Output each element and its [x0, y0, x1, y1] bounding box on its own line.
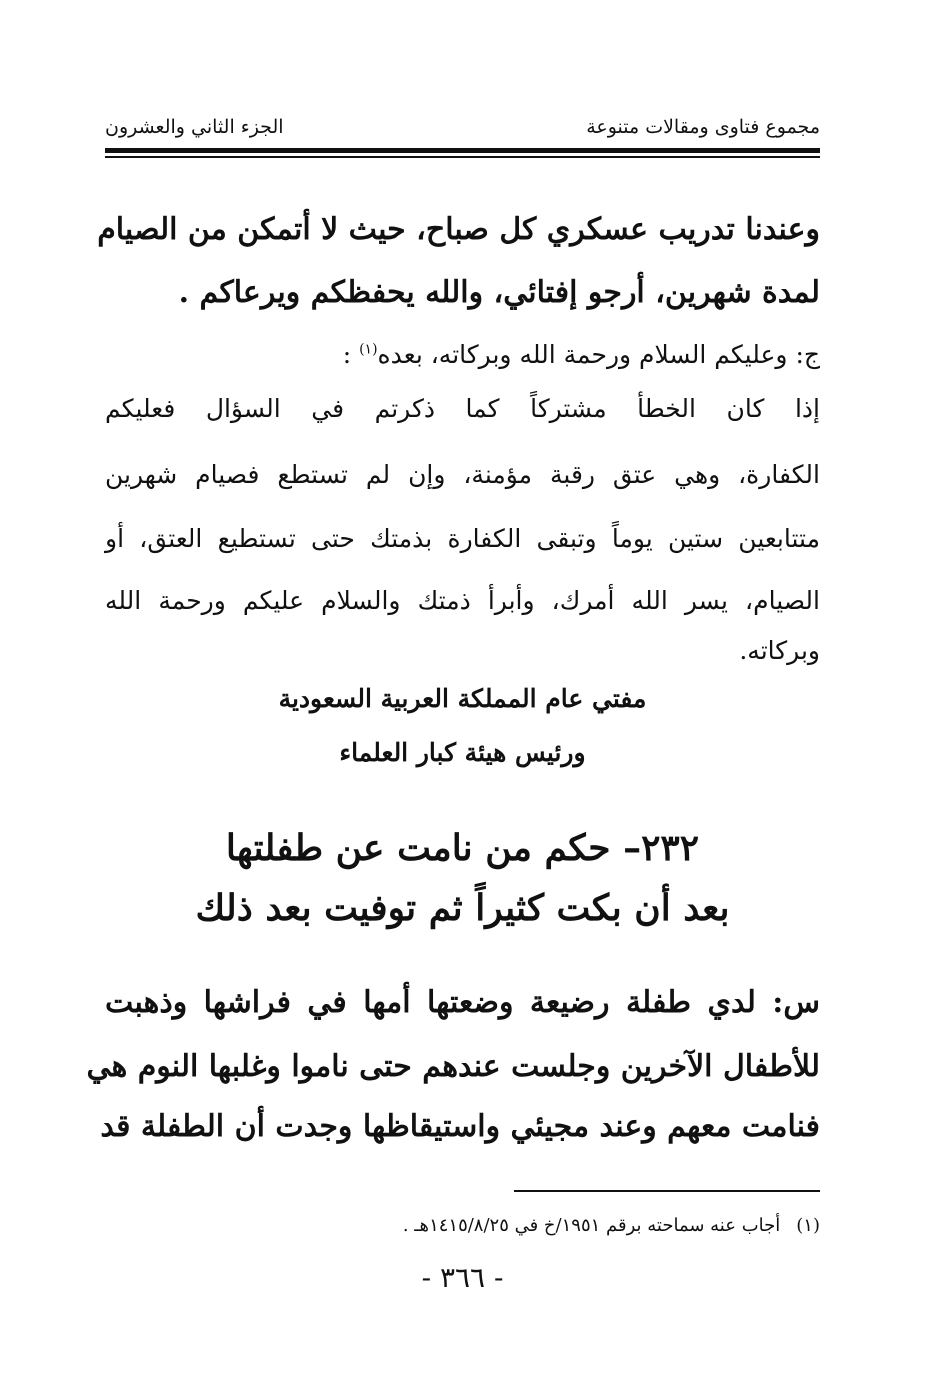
- signature-title: مفتي عام المملكة العربية السعودية: [278, 684, 647, 713]
- header-rule-thin: [105, 156, 820, 158]
- page-number: - ٣٦٦ -: [421, 1261, 504, 1294]
- footnote: [403, 1212, 820, 1240]
- answer-intro: [105, 330, 820, 380]
- signature-position: ورئيس هيئة كبار العلماء: [339, 738, 586, 767]
- answer-line-3: متتابعين ستين يوماً وتبقى الكفارة بذمتك حتى تستطيع العتق، أو: [105, 524, 820, 553]
- new-question-line-2: للأطفال الآخرين وجلست عندهم حتى ناموا وغلبها النوم هي: [86, 1049, 820, 1084]
- header-rule-thick: [105, 148, 820, 153]
- fatwa-title-line-1: ٢٣٢– حكم من نامت عن طفلتها: [225, 827, 700, 869]
- footnote-reference: (١): [359, 341, 378, 358]
- new-question-line-1: س: لدي طفلة رضيعة وضعتها أمها في فراشها وذهبت: [105, 985, 820, 1020]
- document-page: [86, 0, 820, 1381]
- answer-intro-text: ج: وعليكم السلام ورحمة الله وبركاته، بعده: [377, 340, 820, 369]
- header-volume: الجزء الثاني والعشرون: [105, 116, 284, 138]
- footnote-text: أجاب عنه سماحته برقم ١٩٥١/خ في ١٤١٥/٨/٢٥هـ .: [402, 1215, 781, 1236]
- header-book-title: مجموع فتاوى ومقالات متنوعة: [586, 116, 820, 138]
- answer-line-4: الصيام، يسر الله أمرك، وأبرأ ذمتك والسلام عليكم ورحمة الله: [105, 586, 820, 615]
- fatwa-title-line-2: بعد أن بكت كثيراً ثم توفيت بعد ذلك: [195, 887, 730, 929]
- answer-line-2: الكفارة، وهي عتق رقبة مؤمنة، وإن لم تستطع فصيام شهرين: [105, 460, 820, 489]
- footnote-rule: [514, 1190, 820, 1192]
- answer-intro-end: :: [342, 340, 360, 369]
- footnote-marker: (١): [796, 1215, 820, 1236]
- question-line-2: لمدة شهرين، أرجو إفتائي، والله يحفظكم ويرعاكم .: [178, 275, 820, 310]
- new-question-line-3: فنامت معهم وعند مجيئي واستيقاظها وجدت أن الطفلة قد: [100, 1109, 820, 1144]
- question-line-1: وعندنا تدريب عسكري كل صباح، حيث لا أتمكن من الصيام: [97, 212, 820, 247]
- answer-line-1: إذا كان الخطأ مشتركاً كما ذكرتم في السؤال فعليكم: [105, 394, 820, 423]
- answer-line-5: وبركاته.: [739, 636, 820, 665]
- running-header: [105, 112, 820, 142]
